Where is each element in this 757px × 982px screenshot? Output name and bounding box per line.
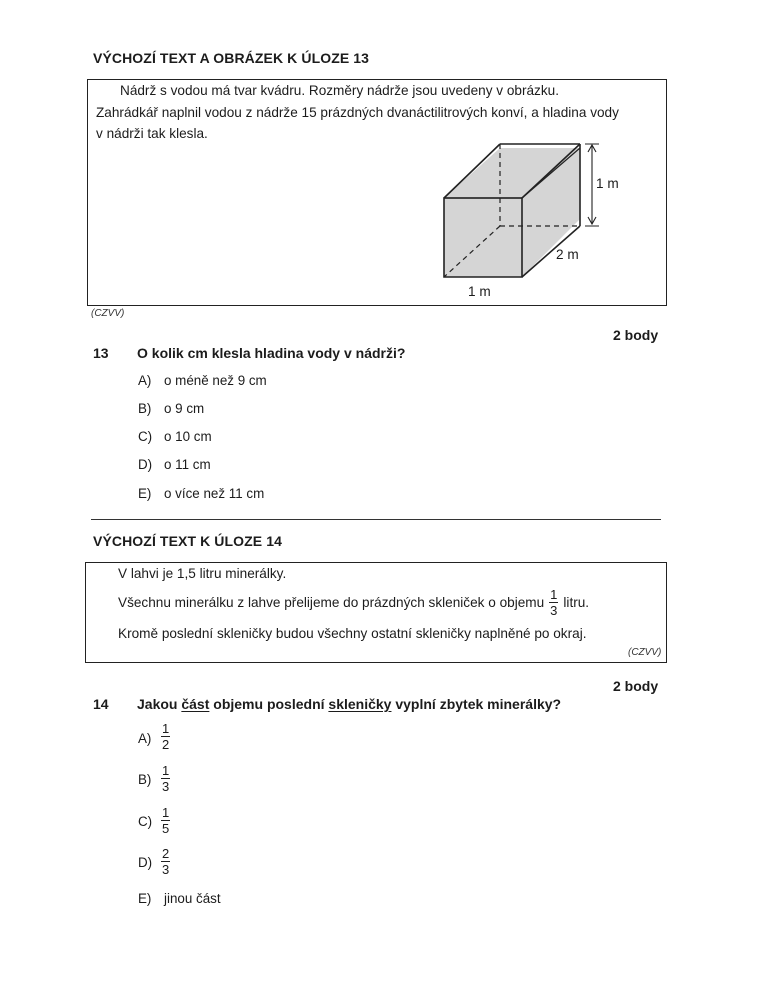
one-third-fraction: $\frac{1}{3}$	[550, 587, 558, 618]
task13-points: 2 body	[613, 327, 659, 343]
task13-number: 13	[93, 345, 109, 361]
task13-question: O kolik cm klesla hladina vody v nádrži?	[137, 345, 406, 361]
option-c-letter[interactable]: C)	[138, 429, 153, 444]
option-d-fraction[interactable]: 2 3	[162, 846, 170, 877]
task14-source: (CZVV)	[628, 647, 662, 658]
task14-question: Jakou část objemu poslední skleničky vyplní zbytek minerálky?	[137, 696, 562, 712]
depth-label: 2 m	[556, 247, 579, 262]
task13-heading: VÝCHOZÍ TEXT A OBRÁZEK K ÚLOZE 13	[93, 50, 370, 66]
option-d-text[interactable]: o 11 cm	[164, 457, 211, 472]
height-label: 1 m	[596, 176, 619, 191]
option-b-letter[interactable]: B)	[138, 772, 152, 787]
option-d-letter[interactable]: D)	[138, 855, 153, 870]
option-c-text[interactable]: o 10 cm	[164, 429, 212, 444]
option-e-letter[interactable]: E)	[138, 486, 152, 501]
tank-figure	[430, 136, 630, 306]
task14-number: 14	[93, 696, 109, 712]
task14-line-3: Kromě poslední skleničky budou všechny ostatní skleničky naplněné po okraj.	[118, 626, 587, 641]
task14-line-2-after: litru.	[563, 595, 590, 610]
task13-line-1: Nádrž s vodou má tvar kvádru. Rozměry nádrže jsou uvedeny v obrázku.	[120, 83, 559, 98]
width-label: 1 m	[468, 284, 491, 299]
option-d-letter[interactable]: D)	[138, 457, 153, 472]
option-e-text[interactable]: o více než 11 cm	[164, 486, 265, 501]
option-c-fraction[interactable]: 1 5	[162, 805, 170, 836]
task14-line-1: V lahvi je 1,5 litru minerálky.	[118, 566, 287, 581]
underlined-cast: část	[181, 696, 210, 712]
option-b-text[interactable]: o 9 cm	[164, 401, 205, 416]
task14-line-2	[118, 588, 589, 617]
underlined-sklenicky: skleničky	[328, 696, 392, 712]
option-c-letter[interactable]: C)	[138, 814, 153, 829]
option-b-fraction[interactable]: 1 3	[162, 763, 170, 794]
option-e-text[interactable]: jinou část	[164, 891, 221, 906]
task13-line-2: Zahrádkář naplnil vodou z nádrže 15 prázdných dvanáctilitrových konví, a hladina vody	[96, 105, 619, 120]
option-e-letter[interactable]: E)	[138, 891, 152, 906]
task14-text-box	[85, 562, 667, 663]
task13-source: (CZVV)	[91, 308, 125, 319]
section-divider	[91, 519, 661, 520]
task14-line-2-before: Všechnu minerálku z lahve přelijeme do prázdných skleniček o objemu	[118, 595, 545, 610]
option-a-text[interactable]: o méně než 9 cm	[164, 373, 267, 388]
task14-heading: VÝCHOZÍ TEXT K ÚLOZE 14	[93, 533, 282, 549]
option-a-letter[interactable]: A)	[138, 731, 152, 746]
option-a-fraction[interactable]: 1 2	[162, 721, 170, 752]
task13-line-3: v nádrži tak klesla.	[96, 126, 208, 141]
option-a-letter[interactable]: A)	[138, 373, 152, 388]
option-b-letter[interactable]: B)	[138, 401, 152, 416]
task14-points: 2 body	[613, 678, 659, 694]
